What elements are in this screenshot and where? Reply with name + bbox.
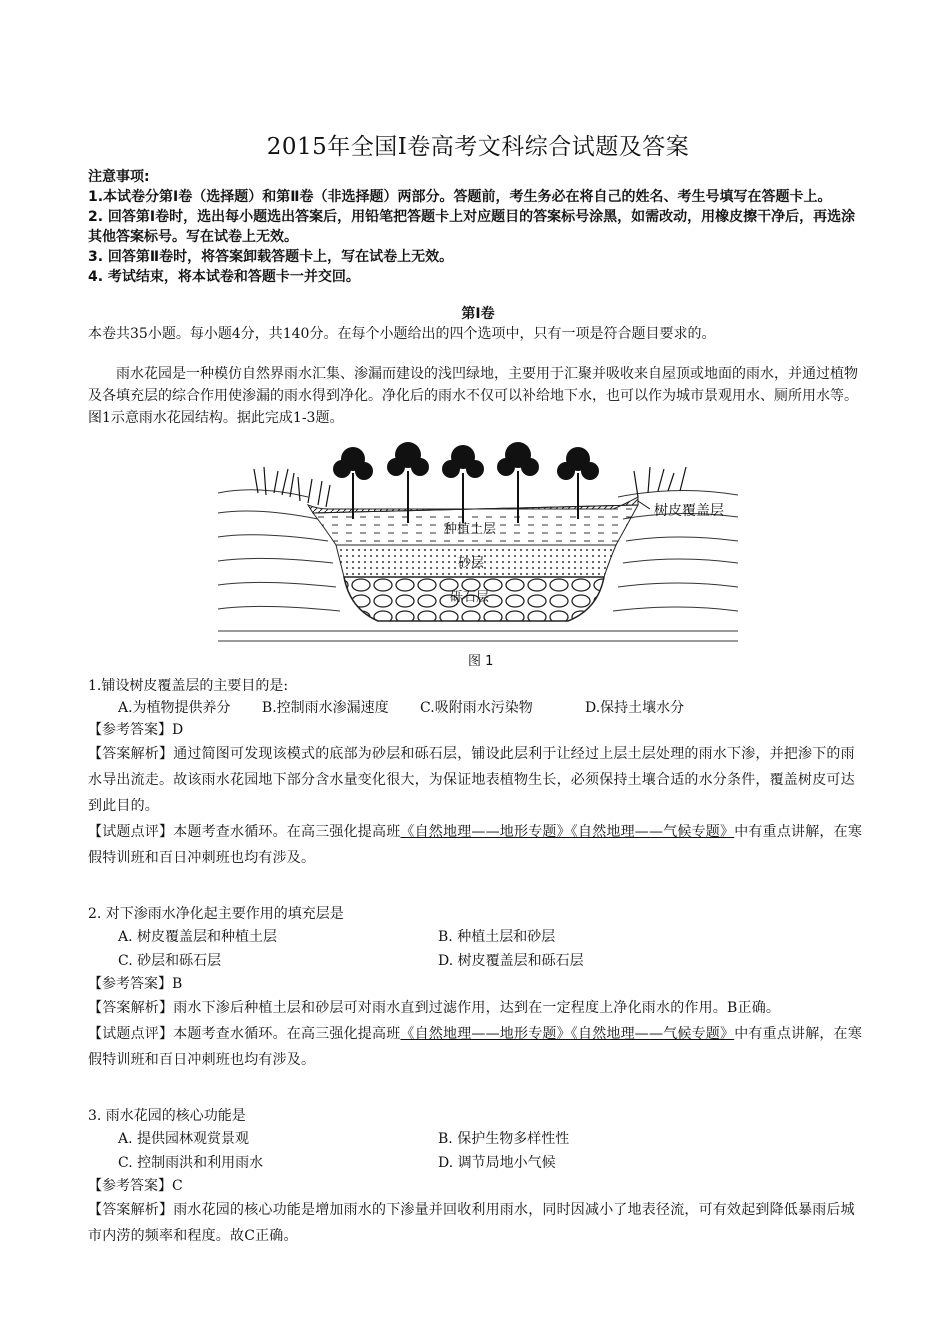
question-2-analysis: 【答案解析】雨水下渗后种植土层和砂层可对雨水直到过滤作用，达到在一定程度上净化雨水的作用。B正确。 <box>88 1000 781 1016</box>
label-bark: 树皮覆盖层 <box>654 503 724 519</box>
document-title: 2015年全国Ⅰ卷高考文科综合试题及答案 <box>266 134 690 160</box>
note-item: 1.本试卷分第Ⅰ卷（选择题）和第Ⅱ卷（非选择题）两部分。答题前，考生务必在将自己的姓名、考生号填写在答题卡上。 <box>88 189 832 205</box>
question-3-answer: 【参考答案】C <box>88 1178 183 1194</box>
figure-caption: 图 1 <box>468 654 494 669</box>
option: C. 控制雨洪和利用雨水 <box>118 1155 264 1171</box>
question-2-comment: 【试题点评】本题考查水循环。在高三强化提高班《自然地理——地形专题》《自然地理——气候专题》中有重点讲解，在寒假特训班和百日冲刺班也均有涉及。 <box>88 1026 863 1068</box>
question-3-options <box>88 1127 868 1175</box>
note-item: 3. 回答第Ⅱ卷时，将答案卸载答题卡上，写在试卷上无效。 <box>88 249 454 265</box>
question-3-analysis: 【答案解析】雨水花园的核心功能是增加雨水的下渗量并回收利用雨水，同时因减小了地表径流，可有效起到降低暴雨后城市内涝的频率和程度。故C正确。 <box>88 1202 855 1244</box>
note-item: 2. 回答第Ⅰ卷时，选出每小题选出答案后，用铅笔把答题卡上对应题目的答案标号涂黑，如需改动，用橡皮擦干净后，再选涂其他答案标号。写在试卷上无效。 <box>88 209 856 245</box>
option: C.吸附雨水污染物 <box>420 700 533 716</box>
option: D. 调节局地小气候 <box>438 1155 556 1171</box>
passage-text: 雨水花园是一种模仿自然界雨水汇集、渗漏而建设的浅凹绿地，主要用于汇聚并吸收来自屋顶或地面的雨水，并通过植物及各填充层的综合作用使渗漏的雨水得到净化。净化后的雨水不仅可以补给地下水，也可以作为城市景观用水、厕所用水等。图1示意雨水花园结构。据此完成1-3题。 <box>88 366 858 426</box>
rain-garden-figure <box>218 433 738 673</box>
option: D.保持土壤水分 <box>584 700 685 716</box>
exam-notes <box>88 167 868 287</box>
option: B. 保护生物多样性性 <box>438 1131 570 1147</box>
question-1-options <box>88 697 868 719</box>
question-2-answer: 【参考答案】B <box>88 976 183 992</box>
question-1-comment: 【试题点评】本题考查水循环。在高三强化提高班《自然地理——地形专题》《自然地理——气候专题》中有重点讲解，在寒假特训班和百日冲刺班也均有涉及。 <box>88 824 863 866</box>
question-1-answer: 【参考答案】D <box>88 722 184 738</box>
option: A.为植物提供养分 <box>118 700 231 716</box>
note-item: 4. 考试结束，将本试卷和答题卡一并交回。 <box>88 269 360 285</box>
option: C. 砂层和砾石层 <box>118 953 222 969</box>
section-title: 第Ⅰ卷 <box>461 306 495 322</box>
question-2-options <box>88 925 868 973</box>
option: D. 树皮覆盖层和砾石层 <box>438 953 584 969</box>
label-sand: 砂层 <box>458 556 485 571</box>
question-3-stem: 3. 雨水花园的核心功能是 <box>88 1108 246 1124</box>
option: B.控制雨水渗漏速度 <box>261 700 389 716</box>
label-gravel: 砾石层 <box>450 590 490 605</box>
section-intro: 本卷共35小题。每小题4分，共140分。在每个小题给出的四个选项中，只有一项是符合题目要求的。 <box>88 326 716 342</box>
option: B. 种植土层和砂层 <box>438 929 556 945</box>
option: A. 提供园林观赏景观 <box>118 1131 250 1147</box>
document-page <box>88 128 868 1249</box>
question-2-stem: 2. 对下渗雨水净化起主要作用的填充层是 <box>88 906 344 922</box>
question-1-stem: 1.铺设树皮覆盖层的主要目的是: <box>88 678 289 694</box>
notes-heading: 注意事项: <box>88 169 150 185</box>
option: A. 树皮覆盖层和种植土层 <box>118 929 278 945</box>
question-1-analysis: 【答案解析】通过简图可发现该模式的底部为砂层和砾石层，铺设此层利于让经过上层土层处理的雨水下渗，并把渗下的雨水导出流走。故该雨水花园地下部分含水量变化很大，为保证地表植物生长，必须保持土壤合适的水分条件，覆盖树皮可达到此目的。 <box>88 746 855 814</box>
rain-garden-diagram <box>218 433 738 673</box>
label-soil: 种植土层 <box>444 522 497 537</box>
